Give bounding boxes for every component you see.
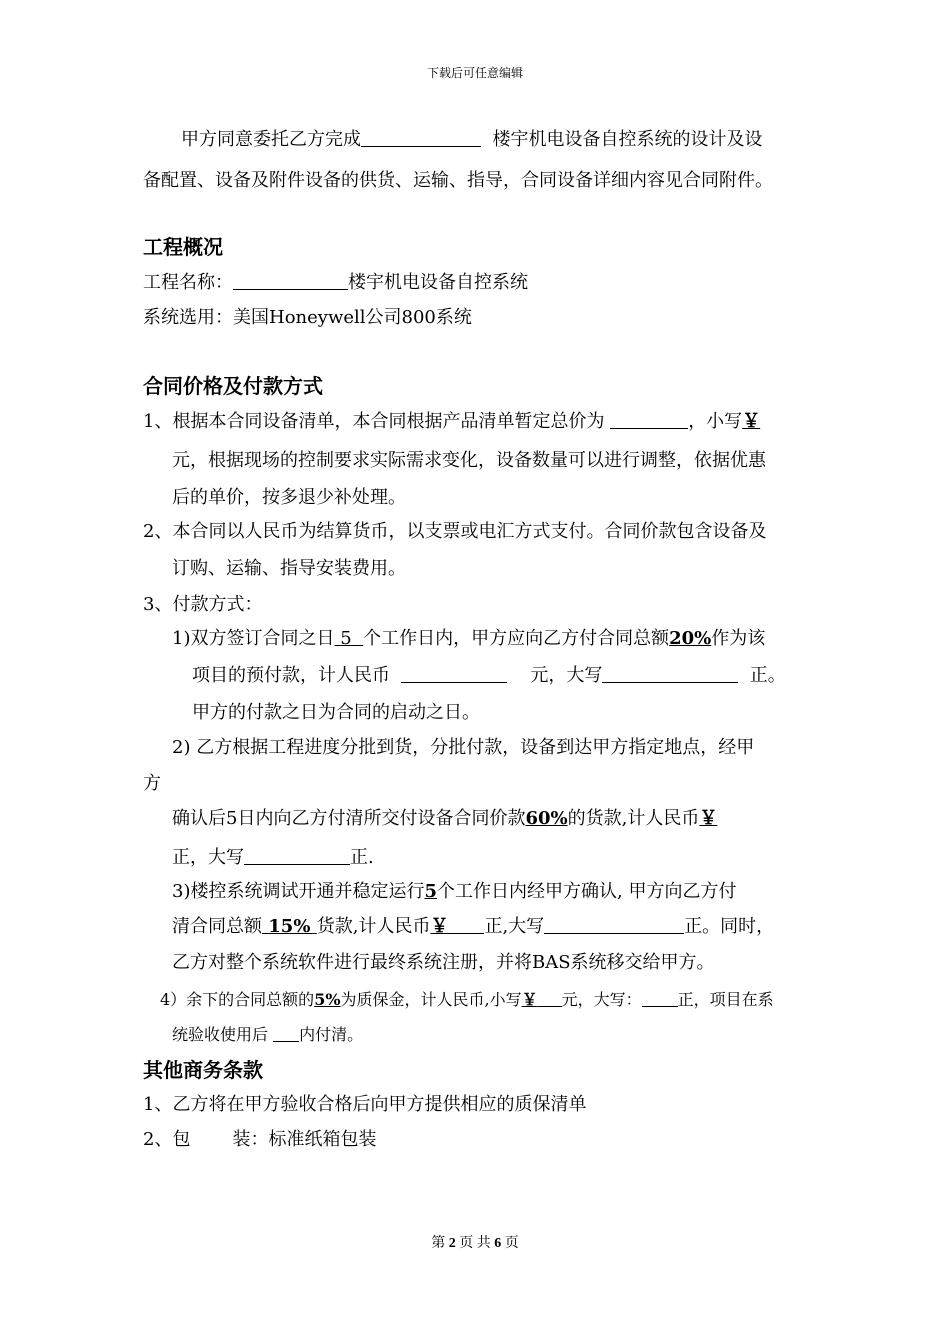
blank-payment-3-amount: [448, 915, 484, 934]
blank-retention-period: [273, 1025, 299, 1042]
blank-payment-2-words: [244, 846, 350, 865]
payment-3-line-1: 3)楼控系统调试开通并稳定运行5个工作日内经甲方确认, 甲方向乙方付: [172, 881, 737, 902]
page-footer: 第 2 页 共 6 页: [431, 1236, 519, 1251]
current-page-number: 2: [448, 1236, 456, 1251]
price-item-2-line-2: 订购、运输、指导安装费用。: [172, 558, 406, 579]
section-heading-price: 合同价格及付款方式: [143, 374, 323, 398]
payment-4-line-1: 4）余下的合同总额的5%为质保金，计人民币,小写￥ 元，大写： 正，项目在系: [160, 990, 774, 1009]
blank-prepayment-amount: [401, 664, 507, 683]
other-item-1: 1、乙方将在甲方验收合格后向甲方提供相应的质保清单: [143, 1094, 587, 1115]
price-item-2-line-1: 2、本合同以人民币为结算货币，以支票或电汇方式支付。合同价款包含设备及: [143, 521, 767, 542]
blank-retention-words: [642, 990, 678, 1007]
payment-1-line-1: 1)双方签订合同之日 5 个工作日内，甲方应向乙方付合同总额20%作为该: [172, 628, 766, 649]
price-item-1-line-3: 后的单价，按多退少补处理。: [172, 487, 406, 508]
blank-retention-amount: [538, 990, 562, 1007]
payment-1-line-2: 项目的预付款，计人民币 元，大写 正。: [192, 665, 786, 686]
blank-project-name: [233, 271, 348, 290]
blank-prepayment-words: [602, 664, 738, 683]
payment-2-line-1: 2) 乙方根据工程进度分批到货，分批付款，设备到达甲方指定地点，经甲: [172, 737, 755, 758]
intro-line-1: 甲方同意委托乙方完成 楼宇机电设备自控系统的设计及设: [181, 129, 763, 150]
section-heading-other: 其他商务条款: [143, 1058, 263, 1082]
blank-project: [361, 128, 481, 147]
project-name-line: 工程名称： 楼宇机电设备自控系统: [143, 272, 528, 293]
payment-3-line-2: 清合同总额 15% 货款,计人民币￥ 正,大写 正。同时，: [172, 916, 775, 937]
payment-1-line-3: 甲方的付款之日为合同的启动之日。: [192, 702, 480, 723]
payment-2-line-3: 正，大写 正.: [172, 847, 374, 868]
payment-2-line-2: 确认后5日内向乙方付清所交付设备合同价款60%的货款,计人民币￥: [172, 808, 718, 829]
page-header: 下载后可任意编辑: [426, 66, 523, 80]
intro-line-2: 备配置、设备及附件设备的供货、运输、指导，合同设备详细内容见合同附件。: [143, 170, 773, 191]
payment-3-line-3: 乙方对整个系统软件进行最终系统注册，并将BAS系统移交给甲方。: [172, 952, 715, 973]
other-item-2: 2、包 装：标准纸箱包装: [143, 1129, 377, 1150]
price-item-1-line-2: 元，根据现场的控制要求实际需求变化，设备数量可以进行调整，依据优惠: [172, 450, 766, 471]
blank-total-price: [610, 410, 688, 429]
price-item-3: 3、付款方式：: [143, 594, 263, 615]
payment-4-line-2: 统验收使用后 内付清。: [172, 1025, 364, 1044]
price-item-1-line-1: 1、根据本合同设备清单，本合同根据产品清单暂定总价为 ，小写￥: [143, 411, 761, 432]
blank-payment-3-words: [544, 915, 684, 934]
system-line: 系统选用：美国Honeywell公司800系统: [143, 307, 472, 328]
section-heading-overview: 工程概况: [143, 235, 223, 259]
total-page-number: 6: [494, 1236, 502, 1251]
payment-2-line-1-wrap: 方: [143, 773, 161, 794]
